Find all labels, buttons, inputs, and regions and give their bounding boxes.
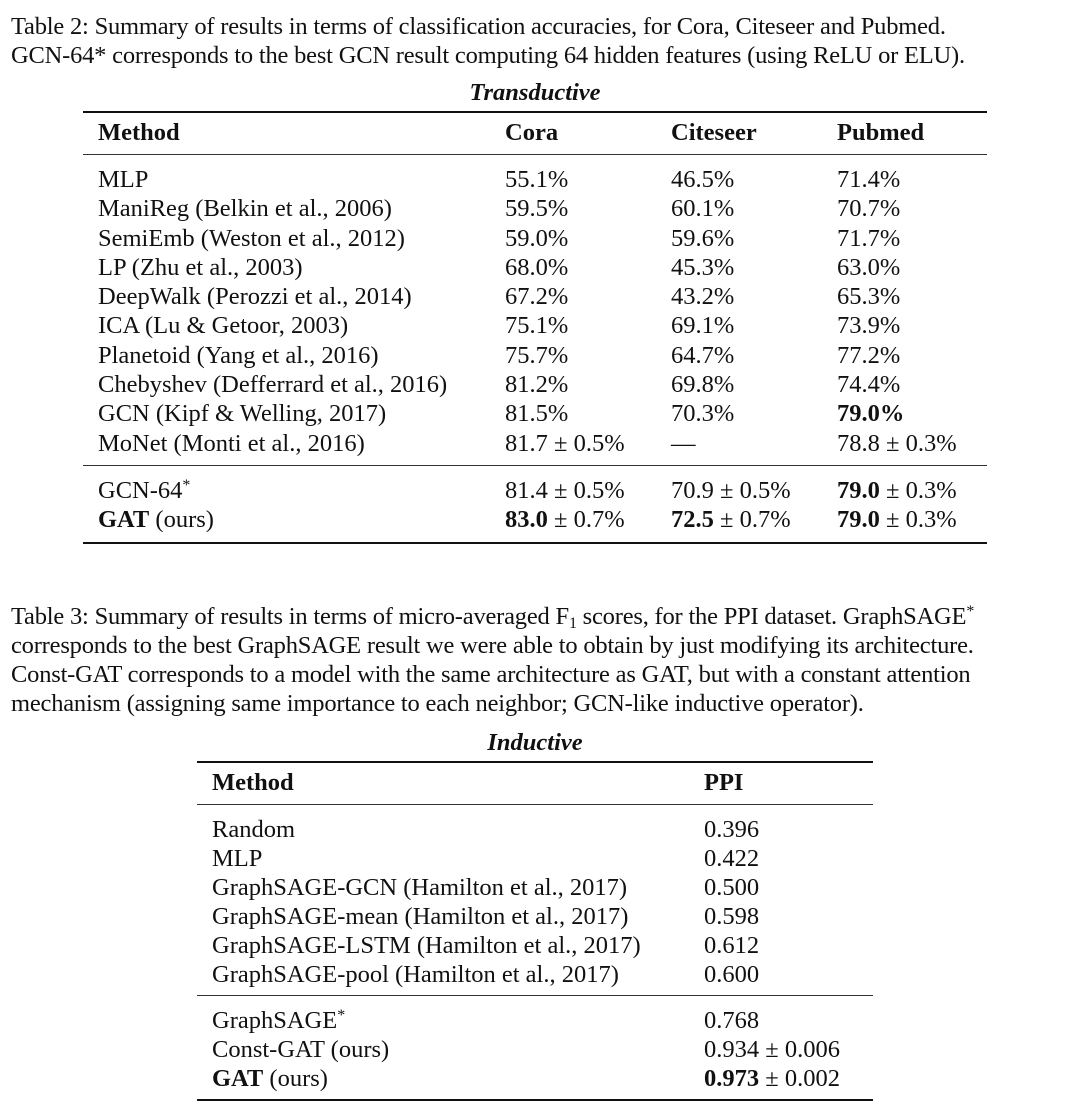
table-row xyxy=(197,960,873,996)
method-cell: ICA (Lu & Getoor, 2003) xyxy=(98,312,349,340)
cora-cell: 83.0 ± 0.7% xyxy=(505,506,625,534)
table-row xyxy=(197,1035,873,1064)
pubmed-cell: 63.0% xyxy=(837,253,901,281)
citeseer-cell: — xyxy=(671,429,696,457)
ppi-cell: 0.598 xyxy=(704,903,760,930)
citeseer-cell: 64.7% xyxy=(671,341,735,369)
method-cell: Chebyshev (Defferrard et al., 2016) xyxy=(98,371,448,399)
cora-cell: 75.7% xyxy=(505,341,569,369)
table-row xyxy=(83,253,987,282)
method-cell: GCN-64* xyxy=(98,476,191,504)
table3 xyxy=(197,761,873,1101)
citeseer-cell: 43.2% xyxy=(671,283,735,311)
citeseer-cell: 69.8% xyxy=(671,371,735,399)
pubmed-cell: 73.9% xyxy=(837,312,901,340)
pubmed-cell: 65.3% xyxy=(837,283,901,311)
method-cell: MoNet (Monti et al., 2016) xyxy=(98,429,365,457)
citeseer-cell: 46.5% xyxy=(671,166,735,193)
method-cell: GraphSAGE-LSTM (Hamilton et al., 2017) xyxy=(212,932,641,959)
ppi-cell: 0.600 xyxy=(704,961,760,988)
table3-caption xyxy=(11,602,1071,718)
citeseer-cell: 45.3% xyxy=(671,253,735,281)
method-cell: MLP xyxy=(98,166,149,193)
cora-cell: 81.7 ± 0.5% xyxy=(505,429,625,457)
table-row xyxy=(197,873,873,902)
ppi-cell: 0.973 ± 0.002 xyxy=(704,1065,840,1092)
header-cora: Cora xyxy=(505,119,559,146)
ppi-cell: 0.612 xyxy=(704,932,760,959)
table3-caption-line2: corresponds to the best GraphSAGE result we were able to obtain by just modifying its architecture. xyxy=(11,632,974,659)
table-row xyxy=(83,194,987,223)
table3-caption-line1: Table 3: Summary of results in terms of micro-averaged $F_1$ scores, for the PPI dataset. GraphSAGE* xyxy=(11,603,975,632)
method-cell: MLP xyxy=(212,845,263,872)
table3-caption-line3: Const-GAT corresponds to a model with the same architecture as GAT, but with a constant attention xyxy=(11,661,971,688)
table2-caption-line1: Table 2: Summary of results in terms of classification accuracies, for Cora, Citeseer and Pubmed. xyxy=(11,13,946,40)
pubmed-cell: 74.4% xyxy=(837,371,901,399)
table-row xyxy=(83,311,987,340)
pubmed-cell: 70.7% xyxy=(837,195,901,223)
table-row xyxy=(197,805,873,845)
method-cell: GAT (ours) xyxy=(212,1065,328,1092)
pubmed-cell: 79.0 ± 0.3% xyxy=(837,506,957,534)
ppi-cell: 0.768 xyxy=(704,1007,760,1034)
table-row xyxy=(197,931,873,960)
pubmed-cell: 78.8 ± 0.3% xyxy=(837,429,957,457)
table2-caption xyxy=(11,12,1071,70)
cora-cell: 75.1% xyxy=(505,312,569,340)
table-row xyxy=(83,224,987,253)
table2-caption-line2: GCN-64* corresponds to the best GCN result computing 64 hidden features (using ReLU or ELU). xyxy=(11,42,965,69)
method-cell: GraphSAGE-mean (Hamilton et al., 2017) xyxy=(212,903,629,930)
header-ppi: PPI xyxy=(704,769,744,796)
table-row xyxy=(83,429,987,466)
table-row xyxy=(83,465,987,505)
ppi-cell: 0.934 ± 0.006 xyxy=(704,1036,840,1063)
ppi-cell: 0.500 xyxy=(704,874,760,901)
citeseer-cell: 70.9 ± 0.5% xyxy=(671,476,791,504)
table-row xyxy=(197,996,873,1036)
citeseer-cell: 72.5 ± 0.7% xyxy=(671,506,791,534)
table-row xyxy=(83,399,987,428)
citeseer-cell: 59.6% xyxy=(671,224,735,252)
pubmed-cell: 77.2% xyxy=(837,341,901,369)
table2 xyxy=(83,111,987,544)
table-row xyxy=(83,370,987,399)
cora-cell: 81.4 ± 0.5% xyxy=(505,476,625,504)
cora-cell: 55.1% xyxy=(505,166,569,193)
ppi-cell: 0.396 xyxy=(704,816,760,843)
cora-cell: 68.0% xyxy=(505,253,569,281)
method-cell: Random xyxy=(212,816,296,843)
citeseer-cell: 69.1% xyxy=(671,312,735,340)
method-cell: DeepWalk (Perozzi et al., 2014) xyxy=(98,283,412,311)
cora-cell: 59.5% xyxy=(505,195,569,223)
header-method: Method xyxy=(98,119,180,146)
cora-cell: 81.5% xyxy=(505,400,569,428)
ppi-cell: 0.422 xyxy=(704,845,760,872)
method-cell: GraphSAGE-pool (Hamilton et al., 2017) xyxy=(212,961,619,988)
method-cell: LP (Zhu et al., 2003) xyxy=(98,253,303,281)
method-cell: GraphSAGE* xyxy=(212,1007,346,1034)
table2-header-row xyxy=(83,112,987,155)
cora-cell: 59.0% xyxy=(505,224,569,252)
table-row xyxy=(83,341,987,370)
table-row xyxy=(83,155,987,195)
cora-cell: 81.2% xyxy=(505,371,569,399)
method-cell: GAT (ours) xyxy=(98,506,214,534)
citeseer-cell: 70.3% xyxy=(671,400,735,428)
method-cell: Planetoid (Yang et al., 2016) xyxy=(98,341,379,369)
table3-title: Inductive xyxy=(487,729,583,756)
header-pubmed: Pubmed xyxy=(837,119,925,146)
table-row xyxy=(83,282,987,311)
table3-header-row xyxy=(197,762,873,805)
pubmed-cell: 79.0 ± 0.3% xyxy=(837,476,957,504)
pubmed-cell: 71.7% xyxy=(837,224,901,252)
pubmed-cell: 71.4% xyxy=(837,166,901,193)
cora-cell: 67.2% xyxy=(505,283,569,311)
table-row xyxy=(197,1064,873,1100)
header-citeseer: Citeseer xyxy=(671,119,757,146)
table3-caption-line4: mechanism (assigning same importance to each neighbor; GCN-like inductive operator). xyxy=(11,690,864,717)
table-row xyxy=(197,902,873,931)
method-cell: ManiReg (Belkin et al., 2006) xyxy=(98,195,392,223)
method-cell: GraphSAGE-GCN (Hamilton et al., 2017) xyxy=(212,874,628,901)
method-cell: SemiEmb (Weston et al., 2012) xyxy=(98,224,405,252)
table2-title: Transductive xyxy=(469,79,601,106)
pubmed-cell: 79.0% xyxy=(837,400,905,428)
table-row xyxy=(197,844,873,873)
table-row xyxy=(83,505,987,542)
method-cell: GCN (Kipf & Welling, 2017) xyxy=(98,400,387,428)
method-cell: Const-GAT (ours) xyxy=(212,1036,390,1063)
header-method: Method xyxy=(212,769,294,796)
citeseer-cell: 60.1% xyxy=(671,195,735,223)
